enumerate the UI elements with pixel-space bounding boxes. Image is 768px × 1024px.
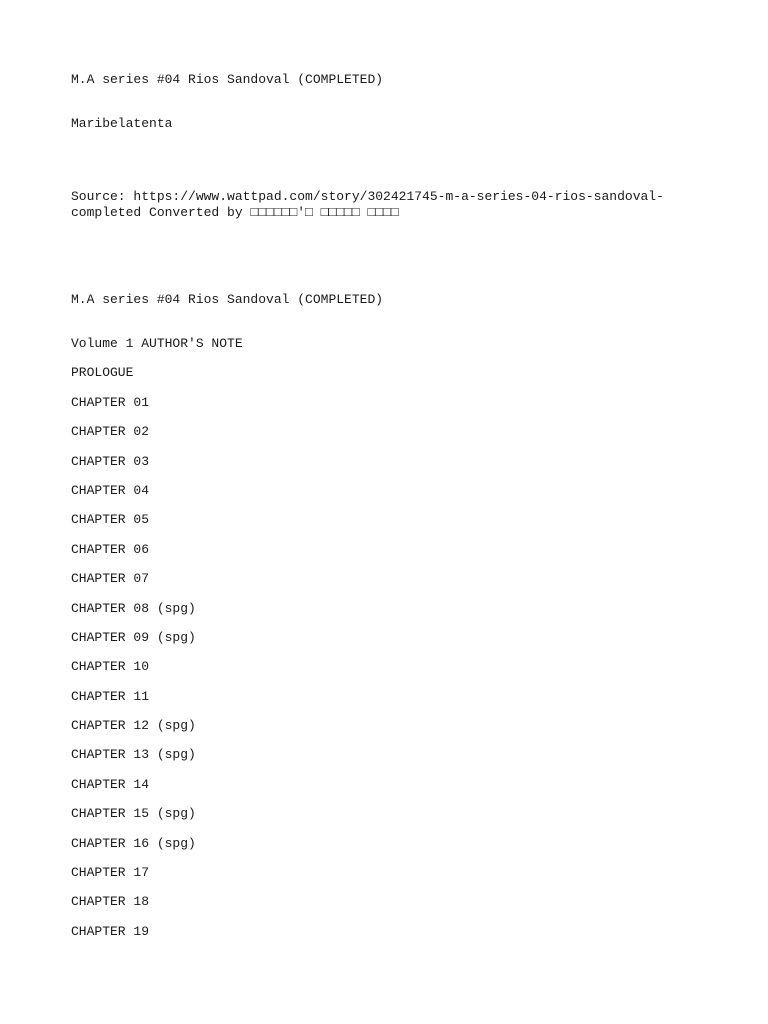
contents-title: M.A series #04 Rios Sandoval (COMPLETED) bbox=[71, 292, 384, 307]
toc-item-chapter-05: CHAPTER 05 bbox=[71, 512, 150, 528]
document-title: M.A series #04 Rios Sandoval (COMPLETED) bbox=[71, 72, 384, 87]
toc-item-chapter-08: CHAPTER 08 (spg) bbox=[71, 600, 196, 616]
toc-item-chapter-14: CHAPTER 14 bbox=[71, 776, 150, 792]
toc-item-chapter-18: CHAPTER 18 bbox=[71, 894, 150, 910]
author-name: Maribelatenta bbox=[71, 116, 173, 131]
toc-item-chapter-07: CHAPTER 07 bbox=[71, 571, 150, 587]
toc-item-chapter-13: CHAPTER 13 (spg) bbox=[71, 747, 196, 763]
table-of-contents bbox=[71, 336, 243, 953]
source-line-1: Source: https://www.wattpad.com/story/302421745-m-a-series-04-rios-sandoval- bbox=[71, 189, 664, 204]
toc-item-chapter-16: CHAPTER 16 (spg) bbox=[71, 835, 196, 851]
toc-item-chapter-03: CHAPTER 03 bbox=[71, 453, 150, 469]
toc-item-chapter-04: CHAPTER 04 bbox=[71, 482, 150, 498]
toc-item-chapter-17: CHAPTER 17 bbox=[71, 865, 150, 881]
toc-item-authors-note: Volume 1 AUTHOR'S NOTE bbox=[71, 336, 243, 351]
source-line-2: completed Converted by □□□□□□'□ □□□□□ □□□□ bbox=[71, 205, 399, 220]
toc-item-chapter-02: CHAPTER 02 bbox=[71, 424, 150, 440]
toc-item-chapter-11: CHAPTER 11 bbox=[71, 688, 150, 704]
toc-item-chapter-19: CHAPTER 19 bbox=[71, 923, 150, 939]
toc-item-prologue: PROLOGUE bbox=[71, 365, 134, 381]
toc-item-chapter-09: CHAPTER 09 (spg) bbox=[71, 629, 196, 645]
toc-item-chapter-15: CHAPTER 15 (spg) bbox=[71, 806, 196, 822]
toc-item-chapter-10: CHAPTER 10 bbox=[71, 659, 150, 675]
toc-item-chapter-06: CHAPTER 06 bbox=[71, 541, 150, 557]
toc-item-chapter-01: CHAPTER 01 bbox=[71, 394, 150, 410]
toc-item-chapter-12: CHAPTER 12 (spg) bbox=[71, 718, 196, 734]
